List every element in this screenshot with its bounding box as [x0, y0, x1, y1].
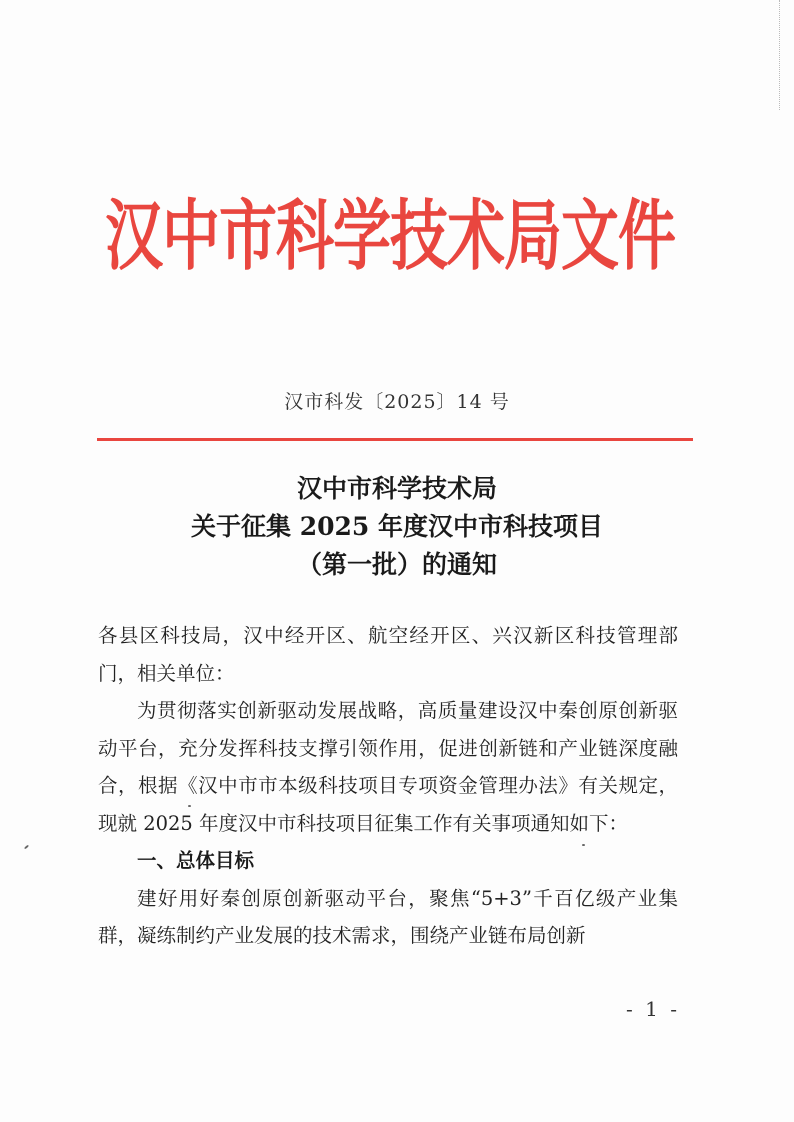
notice-title-line-2: 关于征集 2025 年度汉中市科技项目	[191, 512, 603, 541]
section-1-heading: 一、总体目标	[137, 849, 255, 872]
page-number: - 1 -	[626, 997, 680, 1021]
notice-title-line-3: （第一批）的通知	[296, 550, 497, 579]
document-header-title: 汉中市科学技术局文件	[104, 191, 675, 282]
red-separator-line	[97, 438, 693, 441]
scan-speck	[188, 805, 191, 807]
section-1-paragraph: 建好用好秦创原创新驱动平台，聚焦“5+3”千百亿级产业集群，凝练制约产业发展的技术需求，围绕产业链布局创新	[98, 886, 678, 947]
scan-edge-mark	[773, 0, 780, 110]
notice-title-line-1: 汉中市科学技术局	[296, 474, 497, 503]
intro-paragraph: 为贯彻落实创新驱动发展战略，高质量建设汉中秦创原创新驱动平台，充分发挥科技支撑引领作用，促进创新链和产业链深度融合，根据《汉中市市本级科技项目专项资金管理办法》有关规定，现就 2025 年度汉中市科技项目征集工作有关事项通知如下：	[98, 699, 678, 835]
document-body	[98, 617, 678, 955]
addressee-paragraph: 各县区科技局，汉中经开区、航空经开区、兴汉新区科技管理部门，相关单位：	[98, 624, 678, 685]
scan-speck	[24, 845, 29, 850]
document-number: 汉市科发〔2025〕14 号	[284, 391, 510, 413]
scan-speck	[582, 844, 585, 846]
notice-title	[0, 470, 794, 584]
